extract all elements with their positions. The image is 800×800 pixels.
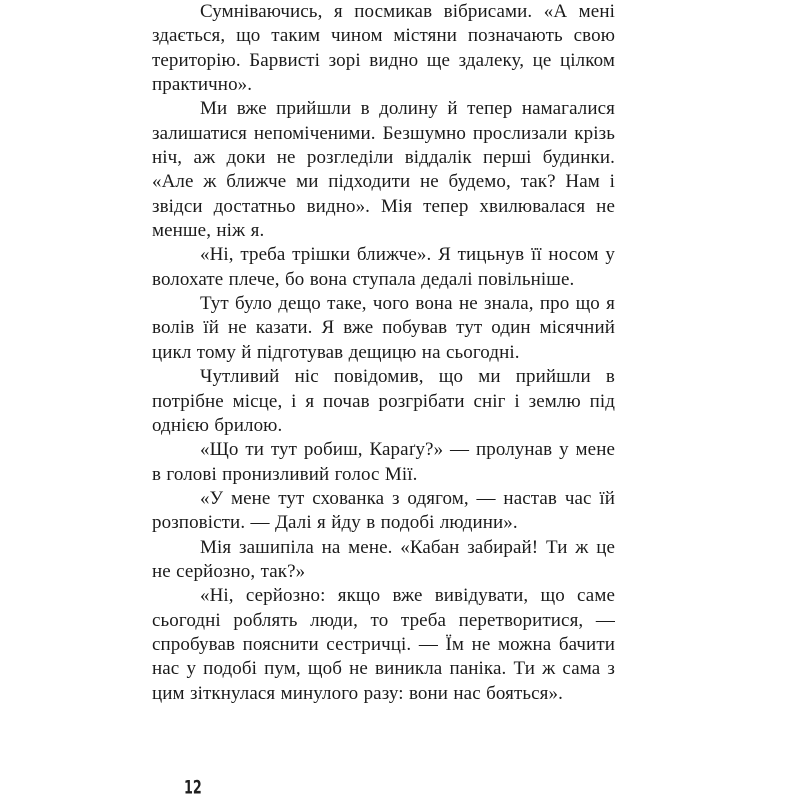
paragraph: «У мене тут схованка з одягом, — настав час їй розповісти. — Далі я йду в подобі людини». [152,487,615,534]
paragraph: Тут було дещо таке, чого вона не знала, про що я волів їй не казати. Я вже побував тут один місячний цикл тому й підготував дещицю на сьогодні. [152,293,615,363]
paragraph: «Ні, треба трішки ближче». Я тицьнув її носом у волохате плече, бо вона ступала дедалі повільніше. [152,244,615,290]
paragraph: Мія зашипіла на мене. «Кабан забирай! Ти ж це не серйозно, так?» [152,536,615,582]
paragraph: Ми вже прийшли в долину й тепер намагалися залишатися непоміченими. Безшумно прослизали крізь ніч, аж доки не розгледіли віддалік перші будинки. «Але ж ближче ми підходити не будемо, так? Нам і звідси достатньо видно». Мія тепер хвилювалася не менше, ніж я. [152,98,615,242]
paragraph: Сумніваючись, я посмикав вібрисами. «А мені здається, що таким чином містяни позначають свою територію. Барвисті зорі видно ще здалеку, це цілком практично». [152,1,615,96]
page-text [152,0,615,706]
paragraph: «Ні, серйозно: якщо вже вивідувати, що саме сьогодні роблять люди, то треба перетворитися, — спробував пояснити сестричці. — Їм не можна бачити нас у подобі пум, щоб не виникла паніка. Ти ж сама з цим зіткнулася минулого разу: вони нас бояться». [152,585,615,704]
paragraph: «Що ти тут робиш, Караґу?» — пролунав у мене в голові пронизливий голос Мії. [152,439,615,485]
paragraph: Чутливий ніс повідомив, що ми прийшли в потрібне місце, і я почав розгрібати сніг і землю під однією брилою. [152,366,615,436]
page-number: 12 [184,776,202,799]
